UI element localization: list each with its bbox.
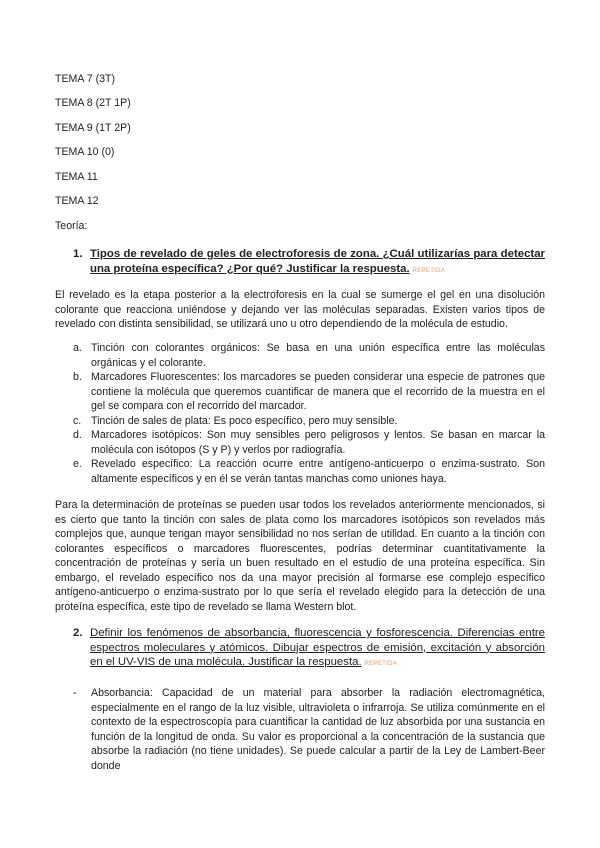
question-2-text: Definir los fenómenos de absorbancia, fluorescencia y fosforescencia. Diferencias entre espectros moleculares y atómicos. Dibujar espectros de emisión, excitación y absorción en el UV-VIS de una molécula. Justificar la respuesta. [90,627,545,668]
list-item-text: Marcadores Fluorescentes: los marcadores se pueden considerar una especie de patrones que contiene la molécula que queremos cuantificar de manera que el recorrido de la muestra en el gel se compara con el recorrido del marcador. [91,371,545,412]
repeated-tag: REPETIDA [364,661,398,667]
list-marker: c. [73,414,82,427]
list-marker: a. [73,342,82,354]
theory-label: Teoría: [55,220,88,232]
list-marker: - [73,687,77,699]
question-1-text: Tipos de revelado de geles de electroforesis de zona. ¿Cuál utilizarías para detectar una proteína específica? ¿Por qué? Justificar la respuesta. [90,248,545,275]
q1-answer-paragraph: Para la determinación de proteínas se pueden usar todos los revelados anteriormente mencionados, si es cierto que tanto la tinción con sales de plata como los marcadores isotópicos son revelados más complejos que, aunque tengan mayor sensibilidad no nos serían de utilidad. En cuanto a la tinción con colorantes específicos o marcadores fluorescentes, podrías determinar cuantitativamente la concentración de proteínas y sería un buen resultado en el estudio de una proteína específica. Sin embargo, el revelado específico nos da una mayor precisión al formarse ese complejo específico antígeno-anticuerpo o enzima-sustrato por lo que sería el revelado elegido para la detección de una proteína específica, este tipo de revelado se llama Western blot. [55,499,545,613]
topic-10: TEMA 10 (0) [55,146,115,158]
topic-12: TEMA 12 [55,195,99,207]
list-item [55,686,545,773]
topic-7: TEMA 7 (3T) [55,73,116,85]
list-item-text: Revelado específico: La reacción ocurre entre antígeno-anticuerpo o enzima-sustrato. Son altamente específicos y en él se verán tantas manchas como uniones haya. [91,458,545,485]
q1-reveal-types-list [55,341,545,486]
topic-11: TEMA 11 [55,171,98,183]
topic-8: TEMA 8 (2T 1P) [55,97,131,109]
list-item-text: Marcadores isotópicos: Son muy sensibles pero peligrosos y lentos. Se basan en marcar la molécula con isótopos (S y P) y verlos por radiografía. [91,429,545,456]
question-2-number: 2. [73,627,83,639]
list-item [55,414,545,429]
question-1-number: 1. [73,248,83,260]
list-item [55,370,545,414]
list-item-text: Absorbancia: Capacidad de un material para absorber la radiación electromagnética, especialmente en el rango de la luz visible, ultravioleta o infrarroja. Se utiliza comúnmente en el contexto de la espectroscopía para cuantificar la cantidad de luz absorbida por una sustancia en función de la longitud de onda. Su valor es proporcional a la concentración de la sustancia que absorbe la radiación (no tiene unidades). Se puede calcular a partir de la Ley de Lambert-Beer donde [91,687,545,772]
list-marker: e. [73,458,82,470]
q1-intro-paragraph: El revelado es la etapa posterior a la electroforesis en la cual se sumerge el gel en una disolución colorante que reacciona uniéndose y dejando ver las moléculas separadas. Existen varios tipos de revelado con distinta sensibilidad, se utilizará uno u otro dependiendo de la molécula de estudio. [55,289,545,330]
list-item-text: Tinción con colorantes orgánicos: Se basa en una unión específica entre las moléculas orgánicas y el colorante. [91,342,545,369]
topic-9: TEMA 9 (1T 2P) [55,122,131,134]
list-item [55,457,545,486]
question-1 [55,247,545,278]
q2-definitions-list [55,686,545,773]
list-item [55,341,545,370]
list-item [55,428,545,457]
list-marker: d. [73,429,82,441]
repeated-tag: REPETIDA [412,267,446,274]
list-item-text: Tinción de sales de plata: Es poco específico, pero muy sensible. [91,414,398,427]
list-marker: b. [73,371,82,383]
question-2 [55,626,545,672]
